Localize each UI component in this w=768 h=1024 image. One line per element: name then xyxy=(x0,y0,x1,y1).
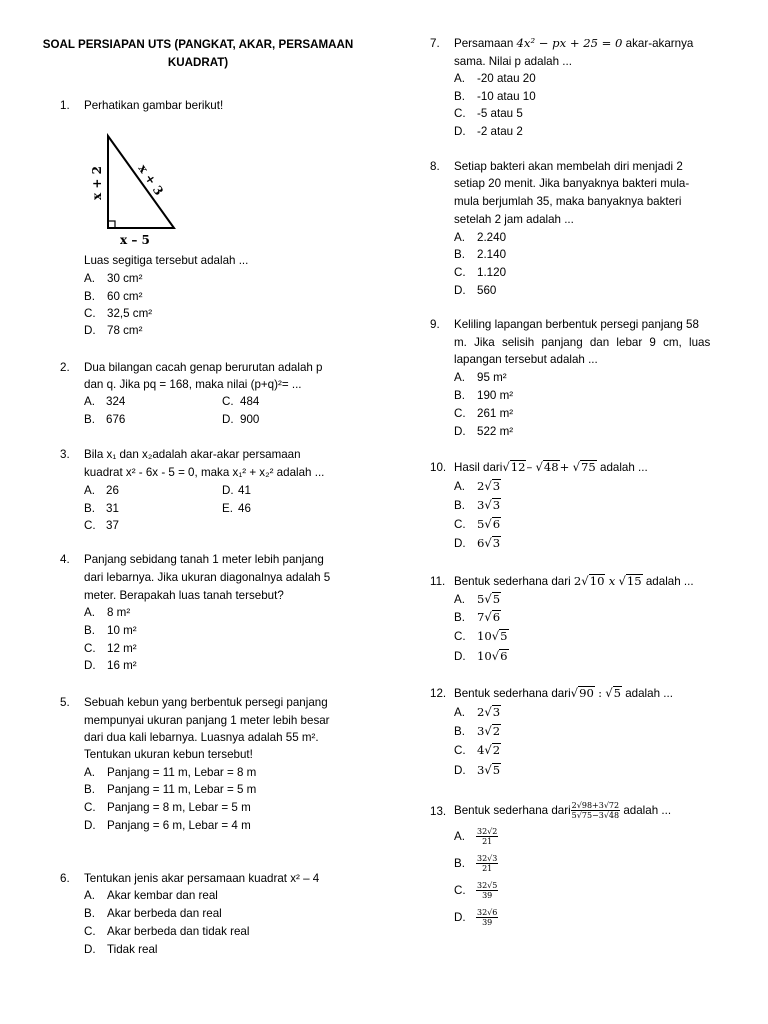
option-letter: B. xyxy=(84,783,95,796)
option-text: 2.240 xyxy=(477,231,507,244)
option-text: -10 atau 10 xyxy=(477,90,536,103)
coefficient: 10 xyxy=(477,629,492,643)
label-bottom-side: x – 5 xyxy=(120,233,150,245)
option-letter: B. xyxy=(454,499,465,512)
coefficient: 2 xyxy=(477,479,485,493)
text-pre: Persamaan xyxy=(454,37,514,50)
option-text: Akar kembar dan real xyxy=(107,889,218,902)
sqrt-symbol: √ xyxy=(484,498,492,512)
question-number: 4. xyxy=(60,553,70,566)
radicand: 6 xyxy=(492,610,501,624)
option-root-expression xyxy=(477,610,501,624)
option-root-expression xyxy=(477,724,501,738)
option-a[interactable] xyxy=(84,604,130,622)
option-letter: C. xyxy=(84,519,96,532)
option-b[interactable] xyxy=(454,609,501,627)
text-post: adalah ... xyxy=(625,687,673,700)
option-text: 30 cm² xyxy=(107,272,143,285)
option-d[interactable] xyxy=(84,322,142,340)
option-letter: D. xyxy=(454,284,466,297)
option-a[interactable] xyxy=(84,482,119,500)
question-number: 10. xyxy=(430,461,447,474)
sqrt-symbol: √ xyxy=(484,592,492,606)
option-letter: B. xyxy=(84,907,95,920)
option-c[interactable] xyxy=(454,880,498,902)
radicand: 6 xyxy=(492,517,501,531)
question-line: Hasil dari√12– √48+ √75 adalah ... xyxy=(454,460,648,474)
operator: – xyxy=(526,460,533,474)
option-letter: A. xyxy=(454,593,465,606)
option-a[interactable] xyxy=(84,764,256,782)
sqrt-symbol: √ xyxy=(484,536,492,550)
fraction-numerator: 2√98+3√72 xyxy=(571,801,620,811)
option-b[interactable] xyxy=(454,88,536,106)
question-line: setelah 2 jam adalah ... xyxy=(454,213,574,226)
right-triangle-figure xyxy=(86,130,196,245)
text-pre: Bentuk sederhana dari xyxy=(454,687,571,700)
question-line xyxy=(454,800,671,822)
option-letter: B. xyxy=(84,290,95,303)
option-text: Akar berbeda dan tidak real xyxy=(107,925,250,938)
fraction xyxy=(476,881,498,900)
option-text: 261 m² xyxy=(477,407,514,420)
option-text: 1.120 xyxy=(477,266,507,279)
question-line: Bentuk sederhana dari 2√10 x √15 adalah ... xyxy=(454,574,694,588)
question-number: 6. xyxy=(60,872,70,885)
option-c[interactable] xyxy=(454,105,523,123)
option-b[interactable] xyxy=(454,723,501,741)
option-b[interactable] xyxy=(454,387,513,405)
text-pre: Bentuk sederhana dari xyxy=(454,804,571,817)
title-line-2: KUADRAT) xyxy=(167,55,229,69)
option-a[interactable] xyxy=(84,393,125,411)
option-c[interactable] xyxy=(454,264,506,282)
fraction-numerator: 32√5 xyxy=(477,881,498,891)
text-pre: Hasil dari xyxy=(454,461,503,474)
text-pre: Bentuk sederhana dari xyxy=(454,575,571,588)
coefficient: 5 xyxy=(477,592,485,606)
fraction-denominator: 21 xyxy=(482,837,493,847)
option-b[interactable] xyxy=(454,853,498,875)
coefficient: 3 xyxy=(477,763,485,777)
option-d[interactable] xyxy=(84,817,251,835)
option-a[interactable] xyxy=(454,704,501,722)
option-text: 522 m² xyxy=(477,425,514,438)
question-line: Sebuah kebun yang berbentuk persegi panjang xyxy=(84,696,328,709)
option-letter: C. xyxy=(454,744,466,757)
option-letter: B. xyxy=(84,624,95,637)
option-c[interactable] xyxy=(84,923,249,941)
option-letter: B. xyxy=(454,857,465,870)
option-root-expression xyxy=(477,743,501,757)
radicand-2: 15 xyxy=(626,574,642,588)
option-root-expression xyxy=(477,649,509,663)
text-post: adalah ... xyxy=(645,575,694,588)
option-a[interactable] xyxy=(454,591,501,609)
title-line-1: SOAL PERSIAPAN UTS (PANGKAT, AKAR, PERSAMAAN xyxy=(42,38,354,51)
option-letter: B. xyxy=(454,389,465,402)
option-text: 8 m² xyxy=(107,606,131,619)
radicand: 3 xyxy=(492,498,501,512)
option-text: 26 xyxy=(106,484,119,497)
radicand-1: 10 xyxy=(589,574,605,588)
fraction xyxy=(476,827,498,846)
operator: + xyxy=(559,460,570,474)
option-letter: E. xyxy=(222,502,233,515)
question-text: Tentukan jenis akar persamaan kuadrat x² – 4 xyxy=(84,872,320,885)
label-hypotenuse: x + 3 xyxy=(135,161,167,198)
option-d[interactable] xyxy=(454,282,496,300)
option-text: Panjang = 8 m, Lebar = 5 m xyxy=(107,801,251,814)
fraction-denominator: 21 xyxy=(482,864,493,874)
question-number: 2. xyxy=(60,361,70,374)
fraction xyxy=(476,908,498,927)
question-line: dari dua kali lebarnya. Luasnya adalah 55 m². xyxy=(84,731,319,744)
question-line: Bila x₁ dan x₂adalah akar-akar persamaan xyxy=(84,448,301,461)
coefficient: 7 xyxy=(477,610,485,624)
option-letter: D. xyxy=(454,537,466,550)
option-d[interactable] xyxy=(222,482,251,500)
option-a[interactable] xyxy=(454,70,536,88)
coefficient: 2 xyxy=(573,574,582,588)
option-letter: A. xyxy=(454,72,465,85)
option-letter: A. xyxy=(454,706,465,719)
option-letter: C. xyxy=(454,107,466,120)
option-text: 60 cm² xyxy=(107,290,143,303)
option-text: Akar berbeda dan real xyxy=(107,907,222,920)
option-text: 676 xyxy=(106,413,126,426)
radicand-3: 75 xyxy=(581,460,596,474)
option-letter: C. xyxy=(222,395,234,408)
option-text: -20 atau 20 xyxy=(477,72,536,85)
operator: x xyxy=(608,574,616,588)
option-text: 78 cm² xyxy=(107,324,143,337)
question-line: sama. Nilai p adalah ... xyxy=(454,55,572,68)
option-root-expression xyxy=(477,536,501,550)
question-line: meter. Berapakah luas tanah tersebut? xyxy=(84,589,284,602)
question-number: 5. xyxy=(60,696,70,709)
coefficient: 10 xyxy=(477,649,492,663)
option-text: 41 xyxy=(238,484,251,497)
question-line: Setiap bakteri akan membelah diri menjadi 2 xyxy=(454,160,683,173)
question-line: Tentukan ukuran kebun tersebut! xyxy=(84,748,253,761)
option-letter: A. xyxy=(84,606,95,619)
sqrt-symbol: √ xyxy=(484,705,492,719)
option-a[interactable] xyxy=(454,229,506,247)
question-text: Perhatikan gambar berikut! xyxy=(84,99,224,112)
option-letter: D. xyxy=(84,819,96,832)
sqrt-symbol: √ xyxy=(484,724,492,738)
sqrt-symbol: √ xyxy=(484,610,492,624)
fraction xyxy=(476,854,498,873)
option-b[interactable] xyxy=(84,288,142,306)
fraction-numerator: 32√3 xyxy=(477,854,498,864)
option-c[interactable] xyxy=(454,628,509,646)
question-line: Bentuk sederhana dari√90 : √5 adalah ... xyxy=(454,686,673,700)
sqrt-symbol: √ xyxy=(484,763,492,777)
option-letter: D. xyxy=(84,943,96,956)
option-root-expression xyxy=(477,592,501,606)
option-c[interactable] xyxy=(454,742,501,760)
option-a[interactable] xyxy=(454,826,498,848)
option-letter: A. xyxy=(454,371,465,384)
question-line: m. Jika selisih panjang dan lebar 9 cm, luas xyxy=(454,336,711,349)
option-letter: D. xyxy=(454,911,466,924)
option-text: 560 xyxy=(477,284,497,297)
option-text: 32,5 cm² xyxy=(107,307,153,320)
radicand-2: 5 xyxy=(613,686,621,700)
option-letter: D. xyxy=(222,413,234,426)
option-b[interactable] xyxy=(84,781,256,799)
option-a[interactable] xyxy=(84,270,142,288)
sqrt-symbol: √ xyxy=(491,649,500,663)
option-c[interactable] xyxy=(84,799,251,817)
option-root-expression xyxy=(477,705,501,719)
option-c[interactable] xyxy=(454,405,513,423)
option-text: -2 atau 2 xyxy=(477,125,523,138)
option-letter: A. xyxy=(454,830,465,843)
option-text: 190 m² xyxy=(477,389,514,402)
fraction-numerator: 32√6 xyxy=(477,908,498,918)
option-letter: D. xyxy=(222,484,234,497)
question-number: 8. xyxy=(430,160,440,173)
operator: : xyxy=(598,686,602,700)
radicand: 2 xyxy=(492,743,501,757)
option-letter: D. xyxy=(454,764,466,777)
option-d[interactable] xyxy=(84,657,137,675)
radicand: 5 xyxy=(500,629,508,643)
option-letter: A. xyxy=(454,231,465,244)
question-number: 11. xyxy=(430,575,446,588)
radicand: 2 xyxy=(492,724,501,738)
radicand: 3 xyxy=(492,479,501,493)
radicand: 6 xyxy=(500,649,508,663)
question-number: 13. xyxy=(430,805,447,818)
option-text: 10 m² xyxy=(107,624,137,637)
option-text: -5 atau 5 xyxy=(477,107,523,120)
question-line: mula berjumlah 35, maka banyaknya bakteri xyxy=(454,195,682,208)
question-line: Keliling lapangan berbentuk persegi panjang 58 xyxy=(454,318,699,331)
coefficient: 5 xyxy=(477,517,485,531)
coefficient: 6 xyxy=(477,536,485,550)
option-b[interactable] xyxy=(454,497,501,515)
label-left-side: x + 2 xyxy=(90,166,104,200)
option-b[interactable] xyxy=(84,500,119,518)
option-d[interactable] xyxy=(454,535,501,553)
option-letter: B. xyxy=(454,90,465,103)
question-line xyxy=(454,35,693,53)
option-root-expression xyxy=(477,517,501,531)
option-d[interactable] xyxy=(454,423,513,441)
radicand-1: 12 xyxy=(510,460,526,474)
question-number: 9. xyxy=(430,318,440,331)
question-line: dari lebarnya. Jika ukuran diagonalnya adalah 5 xyxy=(84,571,331,584)
option-text: 900 xyxy=(240,413,260,426)
option-b[interactable] xyxy=(84,411,125,429)
option-text: 484 xyxy=(240,395,260,408)
option-text: Panjang = 11 m, Lebar = 8 m xyxy=(107,766,257,779)
option-b[interactable] xyxy=(454,246,506,264)
radicand: 3 xyxy=(492,705,501,719)
question-line: Panjang sebidang tanah 1 meter lebih panjang xyxy=(84,553,324,566)
option-letter: C. xyxy=(454,407,466,420)
option-letter: D. xyxy=(454,650,466,663)
option-letter: B. xyxy=(84,413,95,426)
fraction xyxy=(571,801,620,820)
coefficient: 4 xyxy=(477,743,485,757)
sqrt-symbol: √ xyxy=(491,629,500,643)
option-letter: A. xyxy=(84,484,95,497)
option-root-expression xyxy=(477,479,501,493)
option-letter: B. xyxy=(454,611,465,624)
option-d[interactable] xyxy=(84,941,157,959)
option-letter: B. xyxy=(84,502,95,515)
option-letter: C. xyxy=(84,801,96,814)
question-line: lapangan tersebut adalah ... xyxy=(454,353,598,366)
text-post: adalah ... xyxy=(600,461,648,474)
option-d[interactable] xyxy=(454,648,509,666)
sqrt-symbol: √ xyxy=(484,517,492,531)
question-prompt: Luas segitiga tersebut adalah ... xyxy=(84,254,249,267)
coefficient: 3 xyxy=(477,498,485,512)
option-a[interactable] xyxy=(454,478,501,496)
option-b[interactable] xyxy=(84,622,137,640)
option-letter: C. xyxy=(454,266,466,279)
option-root-expression xyxy=(477,498,501,512)
text-post: akar-akarnya xyxy=(625,37,694,50)
radicand: 5 xyxy=(492,763,501,777)
question-number: 7. xyxy=(430,37,440,50)
page-title xyxy=(28,36,368,71)
option-letter: A. xyxy=(84,766,95,779)
option-b[interactable] xyxy=(84,905,222,923)
question-number: 3. xyxy=(60,448,70,461)
option-letter: B. xyxy=(454,725,465,738)
radicand: 5 xyxy=(492,592,501,606)
option-letter: C. xyxy=(454,518,466,531)
option-c[interactable] xyxy=(84,640,137,658)
option-letter: B. xyxy=(454,248,465,261)
option-letter: D. xyxy=(84,659,96,672)
option-c[interactable] xyxy=(84,305,152,323)
sqrt-symbol: √ xyxy=(484,479,492,493)
option-letter: D. xyxy=(84,324,96,337)
fraction-numerator: 32√2 xyxy=(477,827,498,837)
question-line: Dua bilangan cacah genap berurutan adalah p xyxy=(84,361,323,374)
option-letter: A. xyxy=(84,272,95,285)
option-letter: C. xyxy=(84,925,96,938)
option-text: Panjang = 6 m, Lebar = 4 m xyxy=(107,819,251,832)
option-c[interactable] xyxy=(454,516,501,534)
question-line: kuadrat x² - 6x - 5 = 0, maka x₁² + x₂² adalah ... xyxy=(84,466,325,479)
option-d[interactable] xyxy=(454,762,501,780)
question-line: mempunyai ukuran panjang 1 meter lebih besar xyxy=(84,714,330,727)
option-c[interactable] xyxy=(84,517,119,535)
sqrt-symbol: √ xyxy=(484,743,492,757)
option-letter: A. xyxy=(84,889,95,902)
option-letter: A. xyxy=(84,395,95,408)
radicand: 3 xyxy=(492,536,501,550)
option-d[interactable] xyxy=(454,123,523,141)
question-line: setiap 20 menit. Jika banyaknya bakteri mula- xyxy=(454,177,690,190)
equation: 4x² − px + 25 = 0 xyxy=(516,36,623,50)
option-text: 16 m² xyxy=(107,659,137,672)
fraction-denominator: 39 xyxy=(482,918,493,928)
option-text: 31 xyxy=(106,502,119,515)
option-text: Panjang = 11 m, Lebar = 5 m xyxy=(107,783,257,796)
option-root-expression xyxy=(477,629,509,643)
text-post: adalah ... xyxy=(623,804,672,817)
radicand-1: 90 xyxy=(579,686,594,700)
coefficient: 3 xyxy=(477,724,485,738)
question-number: 1. xyxy=(60,99,70,112)
option-a[interactable] xyxy=(454,369,507,387)
option-text: Tidak real xyxy=(107,943,158,956)
question-number: 12. xyxy=(430,687,447,700)
option-c[interactable] xyxy=(222,393,259,411)
option-letter: A. xyxy=(454,480,465,493)
option-letter: C. xyxy=(454,630,466,643)
option-text: 46 xyxy=(238,502,251,515)
question-line: dan q. Jika pq = 168, maka nilai (p+q)²= ... xyxy=(84,378,302,391)
option-d[interactable] xyxy=(222,411,259,429)
option-letter: D. xyxy=(454,425,466,438)
option-letter: C. xyxy=(454,884,466,897)
option-text: 37 xyxy=(106,519,119,532)
coefficient: 2 xyxy=(477,705,485,719)
option-text: 12 m² xyxy=(107,642,137,655)
option-text: 2.140 xyxy=(477,248,507,261)
fraction-denominator: 5√75−3√48 xyxy=(571,811,620,821)
option-root-expression xyxy=(477,763,501,777)
option-a[interactable] xyxy=(84,887,218,905)
radicand-2: 48 xyxy=(543,460,559,474)
option-text: 95 m² xyxy=(477,371,507,384)
option-d[interactable] xyxy=(454,907,498,929)
option-letter: D. xyxy=(454,125,466,138)
fraction-denominator: 39 xyxy=(482,891,493,901)
option-text: 324 xyxy=(106,395,126,408)
option-letter: C. xyxy=(84,307,96,320)
option-letter: C. xyxy=(84,642,96,655)
option-e[interactable] xyxy=(222,500,251,518)
